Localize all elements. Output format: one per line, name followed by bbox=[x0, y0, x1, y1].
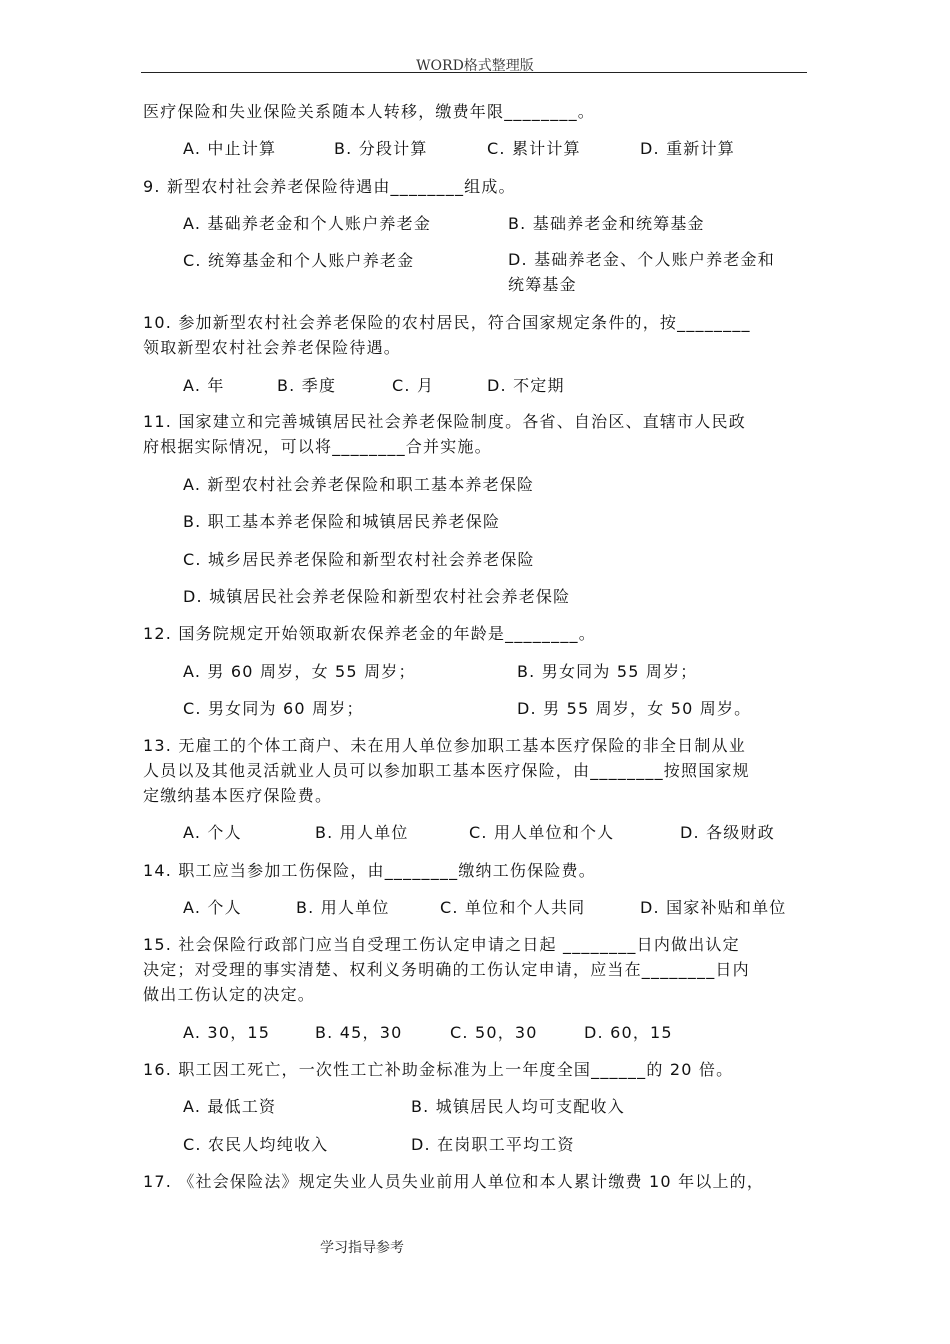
question-15-stem-line1: 15. 社会保险行政部门应当自受理工伤认定申请之日起 ________日内做出认定 bbox=[143, 935, 740, 954]
question-9-option-c: C. 统筹基金和个人账户养老金 bbox=[183, 251, 415, 270]
question-11-option-b: B. 职工基本养老保险和城镇居民养老保险 bbox=[183, 512, 501, 531]
question-10-option-b: B. 季度 bbox=[277, 376, 337, 395]
question-15-stem-line2: 决定；对受理的事实清楚、权利义务明确的工伤认定申请，应当在________日内 bbox=[143, 960, 750, 979]
question-14-option-c: C. 单位和个人共同 bbox=[440, 898, 586, 917]
question-10-option-a: A. 年 bbox=[183, 376, 225, 395]
question-16-stem: 16. 职工因工死亡，一次性工亡补助金标准为上一年度全国______的 20 倍。 bbox=[143, 1060, 734, 1079]
question-9-option-a: A. 基础养老金和个人账户养老金 bbox=[183, 214, 432, 233]
question-14-option-d: D. 国家补贴和单位 bbox=[640, 898, 787, 917]
header-divider bbox=[141, 72, 807, 73]
question-17-stem: 17. 《社会保险法》规定失业人员失业前用人单位和本人累计缴费 10 年以上的， bbox=[143, 1172, 765, 1191]
question-11-stem-line1: 11. 国家建立和完善城镇居民社会养老保险制度。各省、自治区、直辖市人民政 bbox=[143, 412, 746, 431]
question-9-option-d: D. 基础养老金、个人账户养老金和统筹基金 bbox=[508, 250, 775, 294]
question-12-option-a: A. 男 60 周岁，女 55 周岁； bbox=[183, 662, 416, 681]
question-13-option-a: A. 个人 bbox=[183, 823, 242, 842]
question-10-option-d: D. 不定期 bbox=[487, 376, 565, 395]
question-11-option-d: D. 城镇居民社会养老保险和新型农村社会养老保险 bbox=[183, 587, 571, 606]
question-15-option-d: D. 60，15 bbox=[584, 1023, 673, 1042]
page-footer: 学习指导参考 bbox=[320, 1240, 404, 1256]
question-14-option-b: B. 用人单位 bbox=[296, 898, 390, 917]
question-13-option-c: C. 用人单位和个人 bbox=[469, 823, 615, 842]
question-15-option-c: C. 50，30 bbox=[450, 1023, 538, 1042]
question-14-option-a: A. 个人 bbox=[183, 898, 242, 917]
question-9-option-b: B. 基础养老金和统筹基金 bbox=[508, 214, 705, 233]
question-8-stem: 医疗保险和失业保险关系随本人转移，缴费年限________。 bbox=[143, 102, 596, 121]
question-16-option-b: B. 城镇居民人均可支配收入 bbox=[411, 1097, 625, 1116]
question-12-option-c: C. 男女同为 60 周岁； bbox=[183, 699, 364, 718]
question-13-stem-line1: 13. 无雇工的个体工商户、未在用人单位参加职工基本医疗保险的非全日制从业 bbox=[143, 736, 746, 755]
question-16-option-c: C. 农民人均纯收入 bbox=[183, 1135, 329, 1154]
question-13-option-d: D. 各级财政 bbox=[680, 823, 775, 842]
question-11-option-c: C. 城乡居民养老保险和新型农村社会养老保险 bbox=[183, 550, 535, 569]
question-14-stem: 14. 职工应当参加工伤保险，由________缴纳工伤保险费。 bbox=[143, 861, 596, 880]
question-15-option-a: A. 30，15 bbox=[183, 1023, 271, 1042]
question-13-stem-line2: 人员以及其他灵活就业人员可以参加职工基本医疗保险，由________按照国家规 bbox=[143, 761, 750, 780]
question-9-stem: 9. 新型农村社会养老保险待遇由________组成。 bbox=[143, 177, 516, 196]
question-13-option-b: B. 用人单位 bbox=[315, 823, 409, 842]
question-8-option-c: C. 累计计算 bbox=[487, 139, 581, 158]
question-8-option-a: A. 中止计算 bbox=[183, 139, 277, 158]
question-10-stem-line2: 领取新型农村社会养老保险待遇。 bbox=[143, 338, 402, 357]
page-header-title: WORD格式整理版 bbox=[416, 58, 534, 74]
question-8-option-b: B. 分段计算 bbox=[334, 139, 428, 158]
question-12-stem: 12. 国务院规定开始领取新农保养老金的年龄是________。 bbox=[143, 624, 596, 643]
question-13-stem-line3: 定缴纳基本医疗保险费。 bbox=[143, 786, 333, 805]
question-10-option-c: C. 月 bbox=[392, 376, 435, 395]
question-15-stem-line3: 做出工伤认定的决定。 bbox=[143, 985, 316, 1004]
question-11-option-a: A. 新型农村社会养老保险和职工基本养老保险 bbox=[183, 475, 535, 494]
question-16-option-d: D. 在岗职工平均工资 bbox=[411, 1135, 575, 1154]
question-15-option-b: B. 45，30 bbox=[315, 1023, 403, 1042]
question-12-option-d: D. 男 55 周岁，女 50 周岁。 bbox=[517, 699, 752, 718]
question-12-option-b: B. 男女同为 55 周岁； bbox=[517, 662, 698, 681]
question-8-option-d: D. 重新计算 bbox=[640, 139, 735, 158]
question-11-stem-line2: 府根据实际情况，可以将________合并实施。 bbox=[143, 437, 492, 456]
question-10-stem-line1: 10. 参加新型农村社会养老保险的农村居民，符合国家规定条件的，按________ bbox=[143, 313, 751, 332]
question-16-option-a: A. 最低工资 bbox=[183, 1097, 277, 1116]
